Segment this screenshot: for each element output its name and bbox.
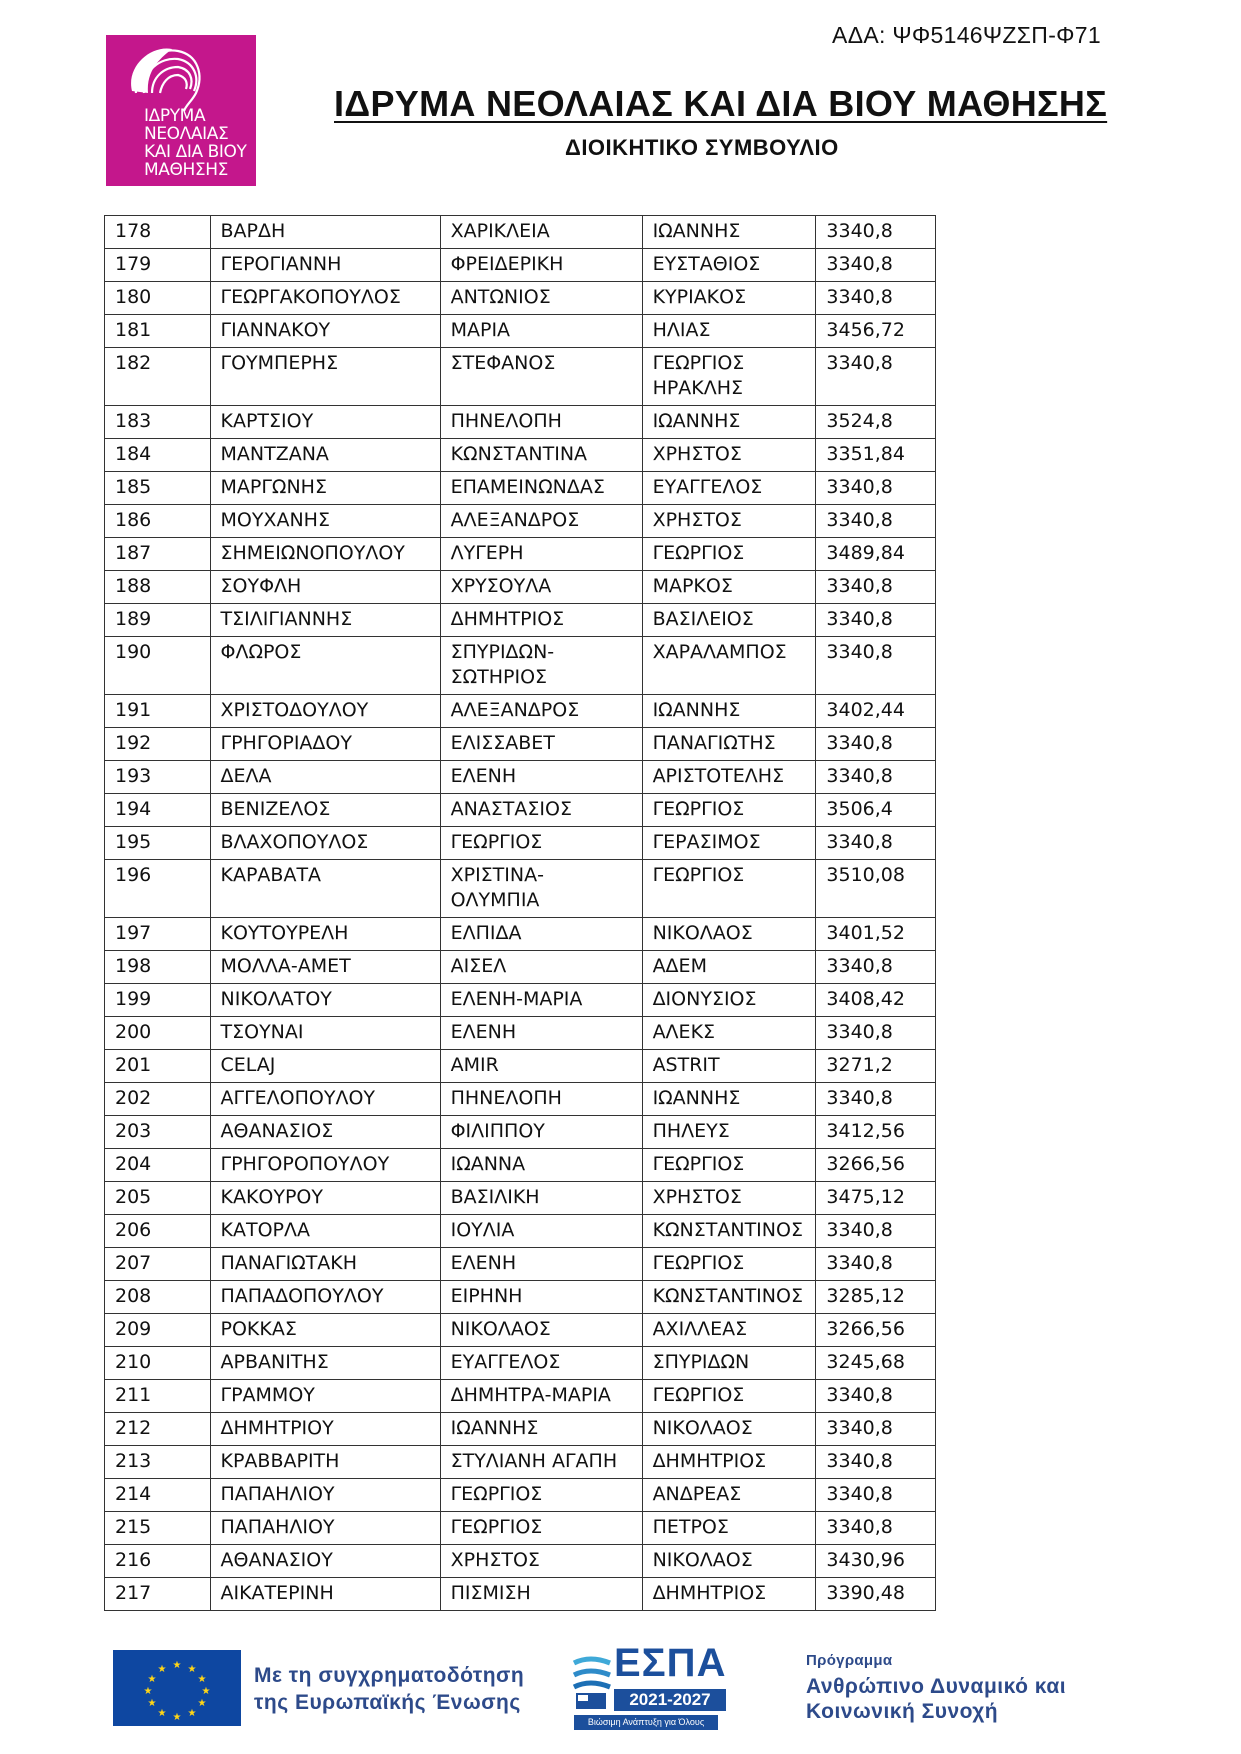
row-number-cell: 205	[105, 1182, 211, 1215]
row-number-cell: 214	[105, 1479, 211, 1512]
row-number-cell: 193	[105, 761, 211, 794]
table-row	[105, 1347, 936, 1380]
father-name-cell: ΠΕΤΡΟΣ	[642, 1512, 816, 1545]
father-name-cell: ΙΩΑΝΝΗΣ	[642, 216, 816, 249]
last-name-cell: ΑΙΚΑΤΕΡΙΝΗ	[210, 1578, 440, 1611]
table-row	[105, 1512, 936, 1545]
row-number-cell: 182	[105, 348, 211, 406]
row-number-cell: 179	[105, 249, 211, 282]
table-row	[105, 1050, 936, 1083]
father-name-cell: ΙΩΑΝΝΗΣ	[642, 406, 816, 439]
row-number-cell: 184	[105, 439, 211, 472]
row-number-cell: 216	[105, 1545, 211, 1578]
svg-text:★: ★	[147, 1698, 157, 1709]
last-name-cell: ΜΑΝΤΖΑΝΑ	[210, 439, 440, 472]
last-name-cell: ΚΡΑΒΒΑΡΙΤΗ	[210, 1446, 440, 1479]
svg-text:★: ★	[197, 1698, 207, 1709]
amount-cell: 3456,72	[816, 315, 936, 348]
first-name-cell: ΕΛΕΝΗ	[440, 1248, 642, 1281]
row-number-cell: 190	[105, 637, 211, 695]
table-body	[105, 216, 936, 1611]
first-name-cell: ΑΝΤΩΝΙΟΣ	[440, 282, 642, 315]
espa-word: ΕΣΠΑ	[614, 1641, 727, 1685]
svg-text:★: ★	[157, 1708, 167, 1719]
svg-text:★: ★	[147, 1674, 157, 1685]
amount-cell: 3340,8	[816, 1446, 936, 1479]
father-name-cell: ΓΕΡΑΣΙΜΟΣ	[642, 827, 816, 860]
father-name-cell: ΓΕΩΡΓΙΟΣ	[642, 538, 816, 571]
eu-flag-icon	[113, 1650, 241, 1726]
table-row	[105, 571, 936, 604]
row-number-cell: 178	[105, 216, 211, 249]
amount-cell: 3340,8	[816, 1479, 936, 1512]
last-name-cell: ΠΑΝΑΓΙΩΤΑΚΗ	[210, 1248, 440, 1281]
table-row	[105, 1017, 936, 1050]
last-name-cell: ΓΟΥΜΠΕΡΗΣ	[210, 348, 440, 406]
first-name-cell: ΑΝΑΣΤΑΣΙΟΣ	[440, 794, 642, 827]
svg-text:★: ★	[197, 1674, 207, 1685]
row-number-cell: 200	[105, 1017, 211, 1050]
amount-cell: 3408,42	[816, 984, 936, 1017]
last-name-cell: ΚΑΚΟΥΡΟΥ	[210, 1182, 440, 1215]
first-name-cell: ΧΡΥΣΟΥΛΑ	[440, 571, 642, 604]
first-name-cell: ΕΛΕΝΗ-ΜΑΡΙΑ	[440, 984, 642, 1017]
table-row	[105, 984, 936, 1017]
amount-cell: 3340,8	[816, 728, 936, 761]
table-row	[105, 1149, 936, 1182]
first-name-cell: ΒΑΣΙΛΙΚΗ	[440, 1182, 642, 1215]
table-row	[105, 1116, 936, 1149]
first-name-cell: ΕΛΕΝΗ	[440, 1017, 642, 1050]
row-number-cell: 212	[105, 1413, 211, 1446]
first-name-cell: ΠΗΝΕΛΟΠΗ	[440, 406, 642, 439]
row-number-cell: 198	[105, 951, 211, 984]
amount-cell: 3285,12	[816, 1281, 936, 1314]
last-name-cell: ΚΟΥΤΟΥΡΕΛΗ	[210, 918, 440, 951]
svg-text:★: ★	[172, 1660, 182, 1671]
row-number-cell: 197	[105, 918, 211, 951]
first-name-cell: ΕΠΑΜΕΙΝΩΝΔΑΣ	[440, 472, 642, 505]
father-name-cell: ΑΝΔΡΕΑΣ	[642, 1479, 816, 1512]
father-name-cell: ΑΧΙΛΛΕΑΣ	[642, 1314, 816, 1347]
father-name-cell: ΧΑΡΑΛΑΜΠΟΣ	[642, 637, 816, 695]
table-row	[105, 1380, 936, 1413]
table-row	[105, 918, 936, 951]
father-name-cell: ΓΕΩΡΓΙΟΣ	[642, 1380, 816, 1413]
amount-cell: 3340,8	[816, 1083, 936, 1116]
ada-code: ΑΔΑ: ΨΦ5146ΨΖΣΠ-Φ71	[832, 22, 1101, 48]
amount-cell: 3245,68	[816, 1347, 936, 1380]
table-row	[105, 1215, 936, 1248]
table-row	[105, 472, 936, 505]
last-name-cell: ΒΛΑΧΟΠΟΥΛΟΣ	[210, 827, 440, 860]
row-number-cell: 209	[105, 1314, 211, 1347]
father-name-cell: ΗΛΙΑΣ	[642, 315, 816, 348]
espa-tagline: Βιώσιμη Ανάπτυξη για Όλους	[574, 1715, 718, 1730]
last-name-cell: ΦΛΩΡΟΣ	[210, 637, 440, 695]
last-name-cell: ΠΑΠΑΗΛΙΟΥ	[210, 1512, 440, 1545]
last-name-cell: ΑΘΑΝΑΣΙΟΣ	[210, 1116, 440, 1149]
father-name-cell: ΓΕΩΡΓΙΟΣ	[642, 860, 816, 918]
last-name-cell: ΓΡΑΜΜΟΥ	[210, 1380, 440, 1413]
row-number-cell: 207	[105, 1248, 211, 1281]
svg-text:★: ★	[143, 1686, 153, 1697]
first-name-cell: ΕΙΡΗΝΗ	[440, 1281, 642, 1314]
document-title: ΙΔΡΥΜΑ ΝΕΟΛΑΙΑΣ ΚΑΙ ΔΙΑ ΒΙΟΥ ΜΑΘΗΣΗΣ	[334, 83, 1108, 124]
father-name-cell: ΓΕΩΡΓΙΟΣ	[642, 1248, 816, 1281]
espa-waves-icon	[570, 1651, 614, 1713]
row-number-cell: 215	[105, 1512, 211, 1545]
amount-cell: 3390,48	[816, 1578, 936, 1611]
table-row	[105, 439, 936, 472]
last-name-cell: ΜΟΥΧΑΝΗΣ	[210, 505, 440, 538]
cofinancing-line: της Ευρωπαϊκής Ένωσης	[254, 1691, 521, 1714]
table-row	[105, 1446, 936, 1479]
row-number-cell: 186	[105, 505, 211, 538]
amount-cell: 3340,8	[816, 827, 936, 860]
row-number-cell: 213	[105, 1446, 211, 1479]
svg-text:★: ★	[172, 1712, 182, 1723]
cofinancing-line: Με τη συγχρηματοδότηση	[254, 1664, 525, 1687]
first-name-cell: ΣΤΥΛΙΑΝΗ ΑΓΑΠΗ	[440, 1446, 642, 1479]
first-name-cell: AMIR	[440, 1050, 642, 1083]
table-row	[105, 827, 936, 860]
first-name-cell: ΣΤΕΦΑΝΟΣ	[440, 348, 642, 406]
row-number-cell: 192	[105, 728, 211, 761]
first-name-cell: ΓΕΩΡΓΙΟΣ	[440, 1512, 642, 1545]
last-name-cell: ΒΑΡΔΗ	[210, 216, 440, 249]
father-name-cell: ΕΥΣΤΑΘΙΟΣ	[642, 249, 816, 282]
logo-line: ΜΑΘΗΣΗΣ	[144, 160, 228, 180]
program-text	[806, 1652, 1066, 1724]
row-number-cell: 210	[105, 1347, 211, 1380]
amount-cell: 3340,8	[816, 571, 936, 604]
amount-cell: 3340,8	[816, 216, 936, 249]
amount-cell: 3402,44	[816, 695, 936, 728]
first-name-cell: ΕΛΙΣΣΑΒΕΤ	[440, 728, 642, 761]
table-row	[105, 315, 936, 348]
first-name-cell: ΓΕΩΡΓΙΟΣ	[440, 1479, 642, 1512]
table-row	[105, 637, 936, 695]
amount-cell: 3340,8	[816, 249, 936, 282]
row-number-cell: 183	[105, 406, 211, 439]
last-name-cell: ΤΣΙΛΙΓΙΑΝΝΗΣ	[210, 604, 440, 637]
first-name-cell: ΧΑΡΙΚΛΕΙΑ	[440, 216, 642, 249]
first-name-cell: ΑΙΣΕΛ	[440, 951, 642, 984]
father-name-cell: ΧΡΗΣΤΟΣ	[642, 1182, 816, 1215]
amount-cell: 3340,8	[816, 1380, 936, 1413]
table-row	[105, 1578, 936, 1611]
amount-cell: 3340,8	[816, 1215, 936, 1248]
table-row	[105, 1281, 936, 1314]
table-row	[105, 505, 936, 538]
foundation-logo	[106, 35, 256, 186]
logo-text	[144, 107, 247, 179]
row-number-cell: 195	[105, 827, 211, 860]
table-row	[105, 282, 936, 315]
table-row	[105, 1182, 936, 1215]
amount-cell: 3340,8	[816, 951, 936, 984]
first-name-cell: ΓΕΩΡΓΙΟΣ	[440, 827, 642, 860]
last-name-cell: ΠΑΠΑΗΛΙΟΥ	[210, 1479, 440, 1512]
row-number-cell: 196	[105, 860, 211, 918]
father-name-cell: ΓΕΩΡΓΙΟΣ ΗΡΑΚΛΗΣ	[642, 348, 816, 406]
last-name-cell: ΜΟΛΛΑ-ΑΜΕΤ	[210, 951, 440, 984]
last-name-cell: ΔΗΜΗΤΡΙΟΥ	[210, 1413, 440, 1446]
father-name-cell: ΠΗΛΕΥΣ	[642, 1116, 816, 1149]
first-name-cell: ΑΛΕΞΑΝΔΡΟΣ	[440, 505, 642, 538]
table-row	[105, 1413, 936, 1446]
row-number-cell: 194	[105, 794, 211, 827]
beneficiaries-table	[104, 215, 936, 1611]
first-name-cell: ΕΥΑΓΓΕΛΟΣ	[440, 1347, 642, 1380]
last-name-cell: ΑΓΓΕΛΟΠΟΥΛΟΥ	[210, 1083, 440, 1116]
first-name-cell: ΔΗΜΗΤΡΙΟΣ	[440, 604, 642, 637]
program-name	[806, 1674, 1066, 1724]
row-number-cell: 206	[105, 1215, 211, 1248]
last-name-cell: ΔΕΛΑ	[210, 761, 440, 794]
last-name-cell: ΑΡΒΑΝΙΤΗΣ	[210, 1347, 440, 1380]
row-number-cell: 185	[105, 472, 211, 505]
table-row	[105, 406, 936, 439]
table-row	[105, 1314, 936, 1347]
first-name-cell: ΕΛΕΝΗ	[440, 761, 642, 794]
table-row	[105, 695, 936, 728]
svg-text:★: ★	[157, 1664, 167, 1675]
logo-line: ΝΕΟΛΑΙΑΣ	[144, 124, 229, 144]
amount-cell: 3524,8	[816, 406, 936, 439]
last-name-cell: ΚΑΤΟΡΛΑ	[210, 1215, 440, 1248]
father-name-cell: ΝΙΚΟΛΑΟΣ	[642, 1545, 816, 1578]
last-name-cell: ΜΑΡΓΩΝΗΣ	[210, 472, 440, 505]
table-row	[105, 604, 936, 637]
row-number-cell: 202	[105, 1083, 211, 1116]
first-name-cell: ΙΩΑΝΝΑ	[440, 1149, 642, 1182]
amount-cell: 3266,56	[816, 1314, 936, 1347]
first-name-cell: ΙΟΥΛΙΑ	[440, 1215, 642, 1248]
table-row	[105, 1479, 936, 1512]
table-row	[105, 951, 936, 984]
row-number-cell: 180	[105, 282, 211, 315]
father-name-cell: ΜΑΡΚΟΣ	[642, 571, 816, 604]
espa-logo	[570, 1641, 730, 1733]
amount-cell: 3510,08	[816, 860, 936, 918]
last-name-cell: ΑΘΑΝΑΣΙΟΥ	[210, 1545, 440, 1578]
amount-cell: 3340,8	[816, 348, 936, 406]
last-name-cell: ΧΡΙΣΤΟΔΟΥΛΟΥ	[210, 695, 440, 728]
amount-cell: 3340,8	[816, 604, 936, 637]
father-name-cell: ΚΩΝΣΤΑΝΤΙΝΟΣ	[642, 1281, 816, 1314]
father-name-cell: ASTRIT	[642, 1050, 816, 1083]
amount-cell: 3340,8	[816, 1248, 936, 1281]
eu-flag	[113, 1650, 241, 1726]
last-name-cell: ΓΙΑΝΝΑΚΟΥ	[210, 315, 440, 348]
last-name-cell: ΠΑΠΑΔΟΠΟΥΛΟΥ	[210, 1281, 440, 1314]
father-name-cell: ΙΩΑΝΝΗΣ	[642, 695, 816, 728]
father-name-cell: ΧΡΗΣΤΟΣ	[642, 505, 816, 538]
last-name-cell: ΝΙΚΟΛΑΤΟΥ	[210, 984, 440, 1017]
amount-cell: 3489,84	[816, 538, 936, 571]
father-name-cell: ΔΗΜΗΤΡΙΟΣ	[642, 1578, 816, 1611]
row-number-cell: 208	[105, 1281, 211, 1314]
first-name-cell: ΦΡΕΙΔΕΡΙΚΗ	[440, 249, 642, 282]
row-number-cell: 217	[105, 1578, 211, 1611]
table-row	[105, 1545, 936, 1578]
svg-text:★: ★	[201, 1686, 211, 1697]
table-row	[105, 538, 936, 571]
row-number-cell: 187	[105, 538, 211, 571]
first-name-cell: ΝΙΚΟΛΑΟΣ	[440, 1314, 642, 1347]
table-row	[105, 348, 936, 406]
amount-cell: 3340,8	[816, 637, 936, 695]
last-name-cell: ΣΗΜΕΙΩΝΟΠΟΥΛΟΥ	[210, 538, 440, 571]
father-name-cell: ΚΥΡΙΑΚΟΣ	[642, 282, 816, 315]
last-name-cell: ΚΑΡΑΒΑΤΑ	[210, 860, 440, 918]
program-line: Ανθρώπινο Δυναμικό και	[806, 1675, 1067, 1698]
father-name-cell: ΚΩΝΣΤΑΝΤΙΝΟΣ	[642, 1215, 816, 1248]
table-row	[105, 860, 936, 918]
svg-text:★: ★	[187, 1708, 197, 1719]
father-name-cell: ΠΑΝΑΓΙΩΤΗΣ	[642, 728, 816, 761]
father-name-cell: ΝΙΚΟΛΑΟΣ	[642, 918, 816, 951]
last-name-cell: CELAJ	[210, 1050, 440, 1083]
father-name-cell: ΔΙΟΝΥΣΙΟΣ	[642, 984, 816, 1017]
row-number-cell: 211	[105, 1380, 211, 1413]
document-subtitle: ΔΙΟΙΚΗΤΙΚΟ ΣΥΜΒΟΥΛΙΟ	[565, 135, 839, 160]
last-name-cell: ΓΕΩΡΓΑΚΟΠΟΥΛΟΣ	[210, 282, 440, 315]
father-name-cell: ΑΡΙΣΤΟΤΕΛΗΣ	[642, 761, 816, 794]
father-name-cell: ΝΙΚΟΛΑΟΣ	[642, 1413, 816, 1446]
table-row	[105, 1083, 936, 1116]
father-name-cell: ΑΛΕΚΣ	[642, 1017, 816, 1050]
row-number-cell: 204	[105, 1149, 211, 1182]
program-line: Κοινωνική Συνοχή	[806, 1700, 999, 1723]
amount-cell: 3340,8	[816, 472, 936, 505]
table-row	[105, 761, 936, 794]
first-name-cell: ΚΩΝΣΤΑΝΤΙΝΑ	[440, 439, 642, 472]
svg-text:★: ★	[187, 1664, 197, 1675]
last-name-cell: ΒΕΝΙΖΕΛΟΣ	[210, 794, 440, 827]
father-name-cell: ΑΔΕΜ	[642, 951, 816, 984]
last-name-cell: ΓΡΗΓΟΡΟΠΟΥΛΟΥ	[210, 1149, 440, 1182]
logo-line: ΙΔΡΥΜΑ	[144, 106, 206, 126]
last-name-cell: ΚΑΡΤΣΙΟΥ	[210, 406, 440, 439]
amount-cell: 3412,56	[816, 1116, 936, 1149]
father-name-cell: ΙΩΑΝΝΗΣ	[642, 1083, 816, 1116]
table-row	[105, 728, 936, 761]
row-number-cell: 199	[105, 984, 211, 1017]
amount-cell: 3401,52	[816, 918, 936, 951]
amount-cell: 3271,2	[816, 1050, 936, 1083]
father-name-cell: ΓΕΩΡΓΙΟΣ	[642, 794, 816, 827]
row-number-cell: 203	[105, 1116, 211, 1149]
first-name-cell: ΑΛΕΞΑΝΔΡΟΣ	[440, 695, 642, 728]
father-name-cell: ΔΗΜΗΤΡΙΟΣ	[642, 1446, 816, 1479]
last-name-cell: ΡΟΚΚΑΣ	[210, 1314, 440, 1347]
last-name-cell: ΓΡΗΓΟΡΙΑΔΟΥ	[210, 728, 440, 761]
amount-cell: 3340,8	[816, 1512, 936, 1545]
amount-cell: 3351,84	[816, 439, 936, 472]
amount-cell: 3340,8	[816, 1413, 936, 1446]
logo-line: ΚΑΙ ΔΙΑ ΒΙΟΥ	[144, 142, 247, 162]
first-name-cell: ΦΙΛΙΠΠΟΥ	[440, 1116, 642, 1149]
father-name-cell: ΒΑΣΙΛΕΙΟΣ	[642, 604, 816, 637]
father-name-cell: ΕΥΑΓΓΕΛΟΣ	[642, 472, 816, 505]
last-name-cell: ΣΟΥΦΛΗ	[210, 571, 440, 604]
row-number-cell: 191	[105, 695, 211, 728]
amount-cell: 3475,12	[816, 1182, 936, 1215]
amount-cell: 3340,8	[816, 1017, 936, 1050]
amount-cell: 3506,4	[816, 794, 936, 827]
row-number-cell: 201	[105, 1050, 211, 1083]
table-row	[105, 216, 936, 249]
first-name-cell: ΧΡΙΣΤΙΝΑ- ΟΛΥΜΠΙΑ	[440, 860, 642, 918]
first-name-cell: ΔΗΜΗΤΡΑ-ΜΑΡΙΑ	[440, 1380, 642, 1413]
program-label: Πρόγραμμα	[806, 1652, 893, 1669]
father-name-cell: ΧΡΗΣΤΟΣ	[642, 439, 816, 472]
first-name-cell: ΕΛΠΙΔΑ	[440, 918, 642, 951]
amount-cell: 3430,96	[816, 1545, 936, 1578]
amount-cell: 3266,56	[816, 1149, 936, 1182]
row-number-cell: 189	[105, 604, 211, 637]
cofinancing-text	[254, 1662, 524, 1716]
row-number-cell: 181	[105, 315, 211, 348]
first-name-cell: ΜΑΡΙΑ	[440, 315, 642, 348]
first-name-cell: ΠΗΝΕΛΟΠΗ	[440, 1083, 642, 1116]
amount-cell: 3340,8	[816, 282, 936, 315]
first-name-cell: ΣΠΥΡΙΔΩΝ- ΣΩΤΗΡΙΟΣ	[440, 637, 642, 695]
father-name-cell: ΣΠΥΡΙΔΩΝ	[642, 1347, 816, 1380]
amount-cell: 3340,8	[816, 761, 936, 794]
first-name-cell: ΙΩΑΝΝΗΣ	[440, 1413, 642, 1446]
father-name-cell: ΓΕΩΡΓΙΟΣ	[642, 1149, 816, 1182]
row-number-cell: 188	[105, 571, 211, 604]
amount-cell: 3340,8	[816, 505, 936, 538]
table-row	[105, 249, 936, 282]
first-name-cell: ΠΙΣΜΙΣΗ	[440, 1578, 642, 1611]
espa-years: 2021-2027	[614, 1689, 726, 1711]
table-row	[105, 1248, 936, 1281]
last-name-cell: ΤΣΟΥΝΑΙ	[210, 1017, 440, 1050]
first-name-cell: ΧΡΗΣΤΟΣ	[440, 1545, 642, 1578]
first-name-cell: ΛΥΓΕΡΗ	[440, 538, 642, 571]
table-row	[105, 794, 936, 827]
last-name-cell: ΓΕΡΟΓΙΑΝΝΗ	[210, 249, 440, 282]
